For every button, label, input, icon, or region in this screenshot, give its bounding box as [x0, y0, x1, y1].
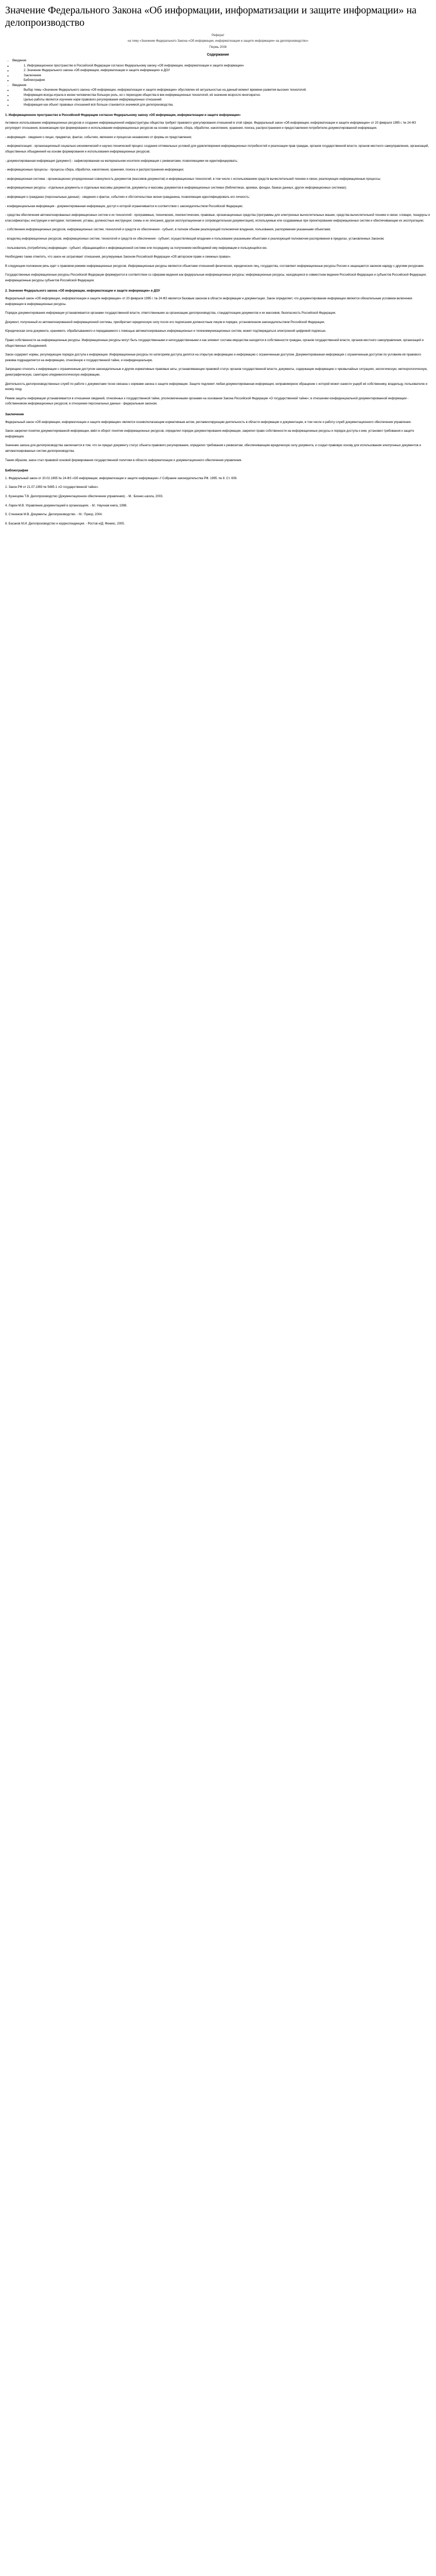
body-paragraph: Государственные информационные ресурсы Российской Федерации формируются в соответствии со сферами ведения как федеральные информационные ресурсы; информационные ресурсы, находящиеся в совместном ведении Российской Федерации и субъектов Российской Федерации; информационные ресурсы субъектов Российской Федерации.	[5, 274, 427, 282]
toc-item[interactable]	[12, 93, 431, 98]
toc-item[interactable]	[12, 74, 431, 79]
doc-topic: на тему «Значение Федерального Закона «Об информации, информатизации и защите информации» на делопроизводство»	[128, 40, 308, 43]
body-paragraph: Федеральный закон «Об информации, информатизации и защите информации» является основополагающим нормативным актом, регламентирующим деятельность в области информации и документации, в том числе и работу служб документационного обеспечения управления.	[5, 420, 412, 424]
body-paragraph: Федеральный закон «Об информации, информатизации и защите информации» от 20 февраля 1995 г. № 24-ФЗ является базовым законом в области информации и документации. Закон определяет, что документирование информации является обязательным условием включения информации в информационные ресурсы.	[5, 297, 412, 306]
toc-item-label: Введение	[12, 83, 27, 87]
toc-item[interactable]	[12, 88, 431, 93]
body-paragraph: - информационные процессы - процессы сбора, обработки, накопления, хранения, поиска и распространения информации;	[5, 168, 184, 172]
toc-item[interactable]	[12, 69, 431, 74]
body-paragraph: 5. Стенюков М.В. Документы. Делопроизводство. - М.: Приор, 2004.	[5, 513, 103, 517]
doc-type: Реферат	[212, 34, 224, 37]
body-paragraph: Порядок документирования информации устанавливается органами государственной власти, ответственными за организацию делопроизводства, стандартизацию документов и их массивов, безопасность Российской Федерации.	[5, 312, 336, 315]
toc-item[interactable]	[12, 64, 431, 69]
document-title: Значение Федерального Закона «Об информации, информатизации и защите информации» на делопроизводство	[5, 5, 417, 28]
body-paragraph: Необходимо также отметить, что закон не затрагивает отношения, регулируемые Законом Российской Федерации «Об авторском праве и смежных правах».	[5, 256, 232, 259]
body-paragraph: Право собственности на информационные ресурсы. Информационные ресурсы могут быть государственными и негосударственными и как элемент состава имущества находятся в собственности граждан, органов государственной власти, органов местного самоуправления, организаций и общественных объединений.	[5, 339, 424, 348]
body-paragraph: Закон закрепил понятие документированной информации, ввёл в оборот понятие информационных ресурсов, определил порядок документирования информации, закрепил право собственности на информационные ресурсы и порядок доступа к ним, установил требования к защите информации.	[5, 430, 414, 438]
body-paragraph: - средства обеспечения автоматизированных информационных систем и их технологий - программные, технические, лингвистические, правовые, организационные средства (программы для электронных вычислительных машин; средства вычислительной техники и связи; словари, тезаурусы и классификаторы; инструкции и методики; положения, уставы, должностные инструкции; схемы и их описания, другая эксплуатационная и сопроводительная документация), используемые или создаваемые при проектировании информационных систем и обеспечивающие их эксплуатацию;	[5, 214, 430, 223]
body-paragraph: Активное использование информационных ресурсов и создание информационной инфраструктуры общества требуют правового урегулирования отношений в этой сфере. Федеральный закон «Об информации, информатизации и защите информации» от 20 февраля 1995 г. № 24-ФЗ регулирует отношения, возникающие при формировании и использовании информационных ресурсов на основе создания, сбора, обработки, накопления, хранения, поиска, распространения и предоставления потребителю документированной информации.	[5, 121, 416, 130]
toc-item-label: ◦ Выбор темы «Значение Федерального закона «Об информации, информатизации и защите информации» обусловлен её актуальностью на данный момент времени развития высоких технологий.	[24, 89, 307, 92]
body-paragraph: - владелец информационных ресурсов, информационных систем, технологий и средств их обеспечения - субъект, осуществляющий владение и пользование указанными объектами и реализующий полномочия распоряжения в пределах, установленных Законом;	[5, 237, 385, 241]
toc-item[interactable]	[12, 83, 431, 89]
document-page	[0, 0, 436, 546]
toc-item[interactable]	[12, 59, 431, 64]
body-paragraph: - информационная система - организационно упорядоченная совокупность документов (массивов документов) и информационных технологий, в том числе с использованием средств вычислительной техники и связи, реализующих информационные процессы;	[5, 177, 381, 181]
toc-item-label: ◦ Информация как объект правовых отношений всё больше становится значимой для делопроизводства.	[24, 103, 173, 107]
table-of-contents	[5, 59, 431, 108]
toc-item[interactable]	[12, 98, 431, 103]
body-paragraph: Таким образом, закон стал правовой основой формирования государственной политики в области информатизации и документационного обеспечения управления.	[5, 459, 242, 462]
body-paragraph: - информационные ресурсы - отдельные документы и отдельные массивы документов, документы и массивы документов в информационных системах (библиотеках, архивах, фондах, банках данных, других информационных системах);	[5, 187, 347, 190]
section-heading: Библиография	[5, 469, 28, 473]
section-heading: 1. Информационное пространство в Российской Федерации согласно Федеральному закону «Об информации, информатизации и защите информации»	[5, 114, 241, 117]
body-paragraph: - информация - сведения о лицах, предметах, фактах, событиях, явлениях и процессах независимо от формы их представления;	[5, 135, 192, 139]
body-paragraph: - собственник информационных ресурсов, информационных систем, технологий и средств их обеспечения - субъект, в полном объеме реализующий полномочия владения, пользования, распоряжения указанными объектами;	[5, 228, 331, 232]
body-paragraph: Закон содержит нормы, регулирующие порядок доступа к информации. Информационные ресурсы по категориям доступа делятся на открытую информацию и информацию с ограниченным доступом. Документированная информация с ограниченным доступом по условиям её правового режима подразделяется на информацию, отнесённую к государственной тайне, и конфиденциальную.	[5, 353, 421, 362]
contents-heading: Содержание	[206, 53, 230, 57]
toc-item[interactable]	[12, 78, 431, 83]
body-paragraph: Запрещено относить к информации с ограниченным доступом законодательные и другие нормативные правовые акты, устанавливающие правовой статус органов государственной власти, документы, содержащие информацию о чрезвычайных ситуациях, экологическую, метеорологическую, демографическую, санитарно-эпидемиологическую информацию.	[5, 368, 428, 377]
toc-item[interactable]	[12, 103, 431, 108]
body-paragraph: - пользователь (потребитель) информации - субъект, обращающийся к информационной системе или посреднику за получением необходимой ему информации и пользующийся ею.	[5, 246, 268, 250]
toc-item-label: ◦ Заключение	[24, 74, 41, 77]
body-paragraph: - конфиденциальная информация - документированная информация, доступ к которой ограничивается в соответствии с законодательством Российской Федерации;	[5, 205, 243, 208]
body-paragraph: Деятельность делопроизводственных служб по работе с документами тесно связана с нормами закона о защите информации. Защите подлежит любая документированная информация, неправомерное обращение с которой может нанести ущерб её собственнику, владельцу, пользователю и иному лицу.	[5, 382, 428, 392]
doc-place-year: Пермь 2008	[209, 46, 227, 49]
body-paragraph: 2. Закон РФ от 21.07.1993 № 5485-1 «О государственной тайне».	[5, 486, 99, 489]
toc-item-label: Введение	[12, 59, 27, 62]
body-paragraph: Значение закона для делопроизводства заключается в том, что он придал документу статус объекта правового регулирования, определил требования к реквизитам, обеспечивающим юридическую силу документа, и создал правовую основу для использования электронных документов и автоматизированных систем делопроизводства.	[5, 444, 421, 453]
body-paragraph: Документ, полученный из автоматизированной информационной системы, приобретает юридическую силу после его подписания должностным лицом в порядке, установленном законодательством Российской Федерации.	[5, 320, 325, 324]
body-paragraph: Режим защиты информации устанавливается в отношении сведений, отнесённых к государственной тайне, уполномоченными органами на основании Закона Российской Федерации «О государственной тайне»; в отношении конфиденциальной документированной информации - собственником информационных ресурсов; в отношении персональных данных - федеральным законом.	[5, 397, 409, 406]
body-paragraph: - документированная информация (документ) - зафиксированная на материальном носителе информация с реквизитами, позволяющими ее идентифицировать;	[5, 159, 238, 163]
toc-item-label: ◦ 2. Значение Федерального закона «Об информации, информатизации и защите информации» в ДОУ	[24, 69, 170, 72]
body-paragraph: Юридическая сила документа, хранимого, обрабатываемого и передаваемого с помощью автоматизированных информационных и телекоммуникационных систем, может подтверждаться электронной цифровой подписью.	[5, 330, 326, 333]
toc-item-label: ◦ 1. Информационное пространство в Российской Федерации согласно Федеральному закону «Об информации, информатизации и защите информации»	[24, 64, 245, 67]
toc-item-label: ◦ Целью работы является изучение норм правового регулирования информационных отношений.	[24, 98, 163, 101]
section-heading: Заключение	[5, 413, 24, 416]
body-paragraph: - информация о гражданах (персональные данные) - сведения о фактах, событиях и обстоятельствах жизни гражданина, позволяющие идентифицировать его личность;	[5, 195, 250, 199]
body-paragraph: 3. Кузнецова Т.В. Делопроизводство (Документационное обеспечение управления). - М.: Бизнес-школа, 2003.	[5, 495, 164, 498]
toc-item-label: ◦ Библиография	[24, 79, 45, 82]
section-heading: 2. Значение Федерального закона «Об информации, информатизации и защите информации» в ДОУ	[5, 290, 160, 293]
document-body	[5, 113, 431, 527]
body-paragraph: В следующем положении речь идет о правовом режиме информационных ресурсов. Информационные ресурсы являются объектами отношений физических, юридических лиц, государства, составляют информационные ресурсы России и защищаются законом наряду с другими ресурсами.	[5, 264, 425, 268]
body-paragraph: - информатизация - организационный социально-экономический и научно-технический процесс создания оптимальных условий для удовлетворения информационных потребностей и реализации прав граждан, органов государственной власти, органов местного самоуправления, организаций, общественных объединений на основе формирования и использования информационных ресурсов;	[5, 145, 429, 154]
body-paragraph: 1. Федеральный закон от 20.02.1995 № 24-ФЗ «Об информации, информатизации и защите информации» // Собрание законодательства РФ. 1995. № 8. Ст. 609.	[5, 477, 237, 480]
body-paragraph: 6. Басаков М.И. Делопроизводство и корреспонденция. - Ростов н/Д: Феникс, 2005.	[5, 522, 125, 526]
body-paragraph: 4. Ларин М.В. Управление документацией в организациях. - М.: Научная книга, 1998.	[5, 504, 128, 507]
toc-item-label: ◦ Информация всегда играла в жизни человечества большую роль, но с переходом общества в век информационных технологий, её значение возросло многократно.	[24, 93, 261, 97]
